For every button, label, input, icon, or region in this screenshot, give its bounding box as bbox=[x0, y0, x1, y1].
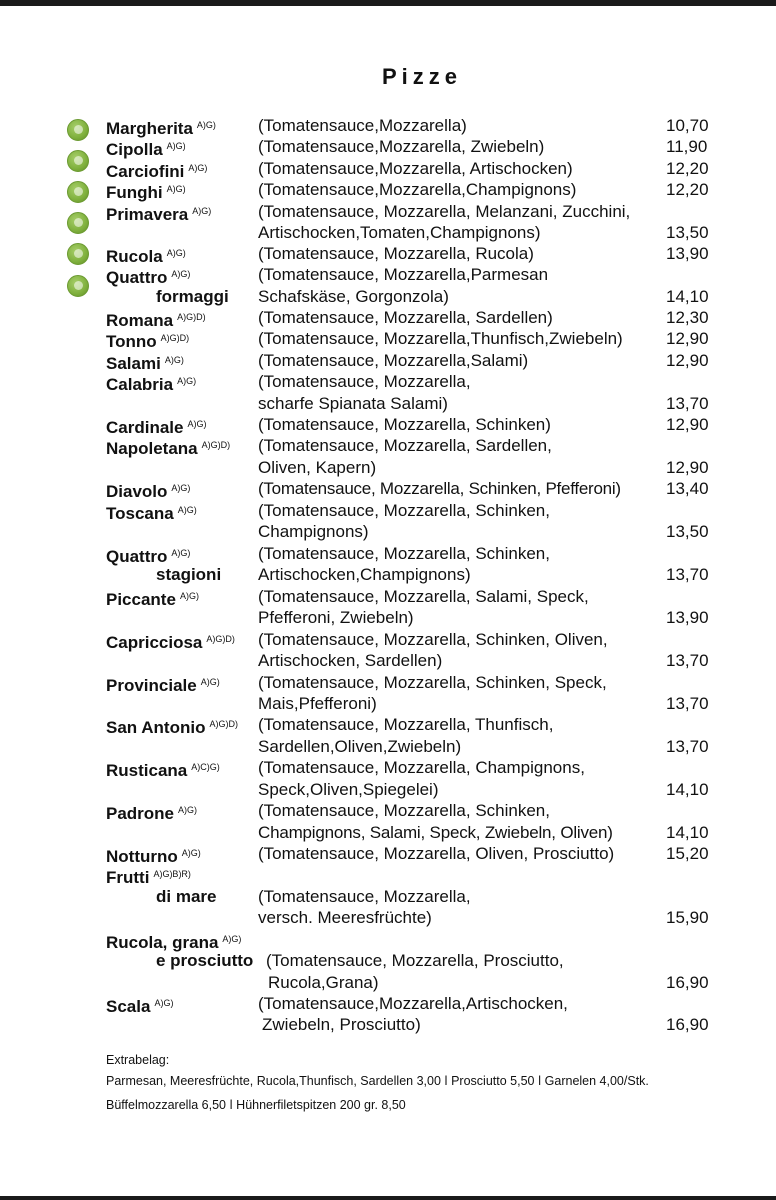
menu-item-price: 13,70 bbox=[666, 651, 709, 670]
menu-item-name: San Antonio $^{A)G)D)}$ bbox=[106, 718, 238, 737]
menu-item-price: 16,90 bbox=[666, 973, 709, 992]
menu-item-description: Artischocken,Champignons) bbox=[258, 565, 471, 584]
menu-item-description: Schafskäse, Gorgonzola) bbox=[258, 287, 449, 306]
menu-item-price: 15,20 bbox=[666, 844, 709, 863]
menu-item-description: (Tomatensauce,Mozzarella) bbox=[258, 116, 467, 135]
menu-item-name: Margherita $^{A)G)}$ bbox=[106, 119, 216, 138]
menu-item-price: 11,90 bbox=[666, 137, 708, 156]
allergen-codes: A)G) bbox=[187, 419, 207, 429]
menu-item-name: Cardinale $^{A)G)}$ bbox=[106, 418, 207, 437]
vegetarian-icon bbox=[67, 119, 89, 141]
menu-item-description: Zwiebeln, Prosciutto) bbox=[262, 1015, 421, 1034]
menu-item-description: (Tomatensauce, Mozzarella, Schinken) bbox=[258, 415, 551, 434]
extras-line: Parmesan, Meeresfrüchte, Rucola,Thunfisch, Sardellen 3,00 ǀ Prosciutto 5,50 ǀ Garnelen 4,00/Stk. bbox=[106, 1074, 649, 1088]
menu-item-description: scharfe Spianata Salami) bbox=[258, 394, 448, 413]
menu-item-description: Artischocken,Tomaten,Champignons) bbox=[258, 223, 541, 242]
menu-item-price: 12,90 bbox=[666, 458, 709, 477]
menu-item-description: Artischocken, Sardellen) bbox=[258, 651, 443, 670]
extras-line: Büffelmozzarella 6,50 ǀ Hühnerfiletspitzen 200 gr. 8,50 bbox=[106, 1098, 406, 1112]
menu-item-description: (Tomatensauce, Mozzarella,Thunfisch,Zwiebeln) bbox=[258, 329, 623, 348]
menu-item-description: (Tomatensauce,Mozzarella, Artischocken) bbox=[258, 159, 573, 178]
menu-item-price: 15,90 bbox=[666, 908, 709, 927]
menu-item-name: Carciofini $^{A)G)}$ bbox=[106, 162, 208, 181]
menu-item-name: Funghi $^{A)G)}$ bbox=[106, 183, 186, 202]
menu-item-price: 12,90 bbox=[666, 329, 709, 348]
allergen-codes: A)G) bbox=[177, 376, 197, 386]
menu-item-name: Romana $^{A)G)D)}$ bbox=[106, 311, 206, 330]
allergen-codes: A)G) bbox=[171, 548, 191, 558]
menu-item-name-continued: e prosciutto bbox=[156, 951, 254, 970]
menu-item-description: (Tomatensauce, Mozzarella, Schinken, bbox=[258, 501, 550, 520]
menu-item-name: Quattro $^{A)G)}$ bbox=[106, 547, 191, 566]
menu-item-name: Rucola, grana $^{A)G)}$ bbox=[106, 933, 242, 952]
allergen-codes: A)G) bbox=[166, 141, 186, 151]
menu-item-description: (Tomatensauce,Mozzarella, Zwiebeln) bbox=[258, 137, 545, 156]
allergen-codes: A)G) bbox=[188, 163, 208, 173]
menu-item-price: 13,50 bbox=[666, 223, 709, 242]
menu-item-description: (Tomatensauce, Mozzarella, Oliven, Prosciutto) bbox=[258, 844, 615, 863]
allergen-codes: A)G)D) bbox=[206, 634, 235, 644]
menu-item-price: 13,70 bbox=[666, 694, 709, 713]
menu-item-price: 12,90 bbox=[666, 415, 709, 434]
menu-item-description: (Tomatensauce, Mozzarella, Thunfisch, bbox=[258, 715, 554, 734]
vegetarian-icon bbox=[67, 243, 89, 265]
menu-item-price: 12,20 bbox=[666, 159, 709, 178]
menu-item-description: (Tomatensauce, Mozzarella,Parmesan bbox=[258, 265, 549, 284]
menu-item-description: (Tomatensauce, Mozzarella, Schinken, Pfefferoni) bbox=[258, 479, 621, 498]
menu-item-price: 14,10 bbox=[666, 780, 709, 799]
menu-item-description: Speck,Oliven,Spiegelei) bbox=[258, 780, 439, 799]
menu-item-description: (Tomatensauce,Mozzarella,Artischocken, bbox=[258, 994, 568, 1013]
menu-item-description: (Tomatensauce, Mozzarella, Schinken, Speck, bbox=[258, 673, 607, 692]
allergen-codes: A)G)D) bbox=[177, 312, 206, 322]
menu-item-description: Oliven, Kapern) bbox=[258, 458, 377, 477]
menu-item-name: Rusticana $^{A)C)G)}$ bbox=[106, 761, 220, 780]
menu-item-price: 13,70 bbox=[666, 394, 709, 413]
vegetarian-icon bbox=[67, 212, 89, 234]
allergen-codes: A)G) bbox=[164, 355, 184, 365]
menu-item-price: 13,70 bbox=[666, 737, 709, 756]
menu-item-description: (Tomatensauce, Mozzarella, Rucola) bbox=[258, 244, 534, 263]
allergen-codes: A)C)G) bbox=[191, 762, 220, 772]
allergen-codes: A)G) bbox=[178, 805, 198, 815]
menu-item-description: versch. Meeresfrüchte) bbox=[258, 908, 432, 927]
menu-item-name: Quattro $^{A)G)}$ bbox=[106, 268, 191, 287]
top-border bbox=[0, 0, 776, 6]
menu-item-price: 14,10 bbox=[666, 823, 709, 842]
allergen-codes: A)G) bbox=[222, 934, 242, 944]
menu-item-price: 13,40 bbox=[666, 479, 709, 498]
allergen-codes: A)G) bbox=[200, 677, 220, 687]
menu-item-description: (Tomatensauce, Mozzarella, Schinken, Oliven, bbox=[258, 630, 608, 649]
menu-item-name: Scala $^{A)G)}$ bbox=[106, 997, 174, 1016]
allergen-codes: A)G) bbox=[154, 998, 174, 1008]
extras-label: Extrabelag: bbox=[106, 1053, 170, 1067]
menu-item-description: (Tomatensauce, Mozzarella, Schinken, bbox=[258, 544, 550, 563]
menu-item-description: (Tomatensauce, Mozzarella, bbox=[258, 887, 471, 906]
allergen-codes: A)G) bbox=[171, 483, 191, 493]
menu-item-price: 14,10 bbox=[666, 287, 709, 306]
menu-item-description: (Tomatensauce, Mozzarella, Prosciutto, bbox=[266, 951, 564, 970]
menu-item-description: (Tomatensauce, Mozzarella, Melanzani, Zucchini, bbox=[258, 202, 631, 221]
allergen-codes: A)G) bbox=[171, 269, 191, 279]
menu-item-name: Salami $^{A)G)}$ bbox=[106, 354, 184, 373]
allergen-codes: A)G) bbox=[166, 248, 186, 258]
menu-item-name: Primavera $^{A)G)}$ bbox=[106, 205, 212, 224]
menu-item-name: Cipolla $^{A)G)}$ bbox=[106, 140, 186, 159]
menu-item-price: 12,90 bbox=[666, 351, 709, 370]
allergen-codes: A)G)D) bbox=[209, 719, 238, 729]
menu-item-description: Rucola,Grana) bbox=[268, 973, 379, 992]
menu-item-description: Champignons) bbox=[258, 522, 369, 541]
allergen-codes: A)G)B)R) bbox=[153, 869, 191, 879]
allergen-codes: A)G) bbox=[181, 848, 201, 858]
menu-item-price: 13,90 bbox=[666, 244, 709, 263]
allergen-codes: A)G)D) bbox=[201, 440, 231, 450]
menu-item-name: Tonno $^{A)G)D)}$ bbox=[106, 332, 190, 351]
menu-item-name: Notturno $^{A)G)}$ bbox=[106, 847, 201, 866]
menu-item-description: (Tomatensauce, Mozzarella, Champignons, bbox=[258, 758, 585, 777]
menu-item-name: Frutti $^{A)G)B)R)}$ bbox=[106, 868, 191, 887]
menu-item-description: (Tomatensauce, Mozzarella, Sardellen) bbox=[258, 308, 553, 327]
menu-item-name: Toscana $^{A)G)}$ bbox=[106, 504, 197, 523]
allergen-codes: A)G) bbox=[192, 206, 212, 216]
menu-item-description: Pfefferoni, Zwiebeln) bbox=[258, 608, 414, 627]
allergen-codes: A)G) bbox=[166, 184, 186, 194]
page-title: Pizze bbox=[381, 64, 463, 89]
menu-item-description: (Tomatensauce, Mozzarella, Salami, Speck, bbox=[258, 587, 589, 606]
menu-item-description: (Tomatensauce, Mozzarella, Sardellen, bbox=[258, 436, 552, 455]
menu-item-description: (Tomatensauce, Mozzarella, bbox=[258, 372, 471, 391]
menu-item-price: 12,20 bbox=[666, 180, 709, 199]
bottom-border bbox=[0, 1196, 776, 1200]
vegetarian-icon bbox=[67, 181, 89, 203]
menu-item-name: Padrone $^{A)G)}$ bbox=[106, 804, 198, 823]
allergen-codes: A)G)D) bbox=[160, 333, 190, 343]
menu-item-description: (Tomatensauce, Mozzarella,Salami) bbox=[258, 351, 529, 370]
menu-item-price: 13,50 bbox=[666, 522, 709, 541]
allergen-codes: A)G) bbox=[196, 120, 216, 130]
menu-item-name: Piccante $^{A)G)}$ bbox=[106, 590, 199, 609]
menu-item-name-continued: di mare bbox=[156, 887, 217, 906]
menu-item-price: 13,90 bbox=[666, 608, 709, 627]
menu-item-price: 10,70 bbox=[666, 116, 709, 135]
vegetarian-icon bbox=[67, 150, 89, 172]
menu-item-description: Mais,Pfefferoni) bbox=[258, 694, 377, 713]
menu-item-price: 12,30 bbox=[666, 308, 709, 327]
menu-item-name: Napoletana $^{A)G)D)}$ bbox=[106, 439, 231, 458]
menu-item-price: 13,70 bbox=[666, 565, 709, 584]
vegetarian-icon bbox=[67, 275, 89, 297]
menu-item-name-continued: stagioni bbox=[156, 565, 222, 584]
menu-item-name: Capricciosa $^{A)G)D)}$ bbox=[106, 633, 235, 652]
menu-item-name: Rucola $^{A)G)}$ bbox=[106, 247, 186, 266]
menu-item-name: Diavolo $^{A)G)}$ bbox=[106, 482, 191, 501]
menu-item-name: Provinciale $^{A)G)}$ bbox=[106, 676, 220, 695]
menu-item-description: (Tomatensauce,Mozzarella,Champignons) bbox=[258, 180, 577, 199]
menu-item-name-continued: formaggi bbox=[156, 287, 229, 306]
menu-item-description: Sardellen,Oliven,Zwiebeln) bbox=[258, 737, 462, 756]
menu-item-description: (Tomatensauce, Mozzarella, Schinken, bbox=[258, 801, 550, 820]
allergen-codes: A)G) bbox=[179, 591, 199, 601]
menu-item-name: Calabria $^{A)G)}$ bbox=[106, 375, 197, 394]
allergen-codes: A)G) bbox=[177, 505, 197, 515]
menu-item-description: Champignons, Salami, Speck, Zwiebeln, Oliven) bbox=[258, 823, 613, 842]
menu-item-price: 16,90 bbox=[666, 1015, 709, 1034]
